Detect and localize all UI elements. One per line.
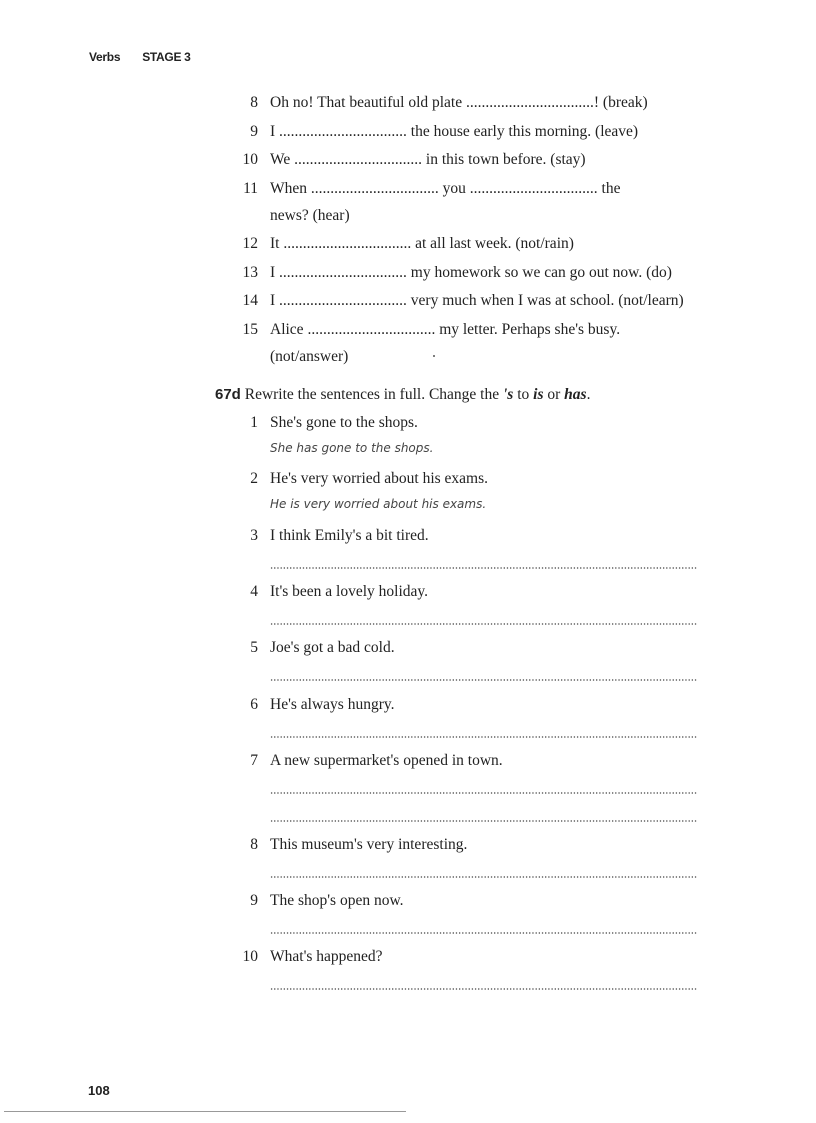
answer-line[interactable] [270,876,697,878]
item-text: I ................................. the house early this morning. (leave) [270,123,639,140]
item-sentence: She's gone to the shops. [270,414,418,431]
item-sentence: It's been a lovely holiday. [270,583,429,600]
item-number: 2 [250,470,258,487]
item-number: 10 [242,948,258,965]
item-number: 9 [250,892,258,909]
item-sentence: He's always hungry. [270,696,395,713]
item-number: 6 [250,696,258,713]
item-text-continued: news? (hear) [270,207,350,224]
item-sentence: What's happened? [270,948,383,965]
item-text: Oh no! That beautiful old plate .................................! (break) [270,94,648,111]
answer-line[interactable] [270,567,697,569]
answer-line[interactable] [270,988,697,990]
exercise-67d-instruction [215,386,590,404]
item-sentence: He's very worried about his exams. [270,470,489,487]
item-sentence: I think Emily's a bit tired. [270,527,429,544]
page-number: 108 [88,1083,110,1098]
item-number: 3 [250,527,258,544]
item-number: 14 [242,292,258,309]
answer-line[interactable] [270,820,697,822]
item-text-continued: (not/answer) [270,348,349,365]
header-section: Verbs [89,50,121,64]
item-number: 5 [250,639,258,656]
item-text: I ................................. my homework so we can go out now. (do) [270,264,672,281]
answer-line[interactable] [270,623,697,625]
item-number: 1 [250,414,258,431]
item-sentence: This museum's very interesting. [270,836,468,853]
item-number: 8 [250,94,258,111]
instruction-to: to [513,386,534,403]
handwritten-answer: He is very worried about his exams. [270,497,487,511]
answer-line[interactable] [270,736,697,738]
running-header [89,50,191,64]
instruction-end: . [586,386,591,403]
item-sentence: A new supermarket's opened in town. [270,752,503,769]
item-text: I ................................. very much when I was at school. (not/learn) [270,292,684,309]
answer-line[interactable] [270,679,697,681]
handwritten-answer: She has gone to the shops. [270,441,434,455]
item-number: 15 [242,321,258,338]
token-s: 's [503,386,514,403]
item-number: 8 [250,836,258,853]
item-text: It ................................. at all last week. (not/rain) [270,235,574,252]
footer-rule [4,1111,406,1112]
instruction-or: or [543,386,565,403]
item-sentence: Joe's got a bad cold. [270,639,395,656]
item-text: When ................................. you ................................. the [270,180,621,197]
token-has: has [564,386,587,403]
item-text: Alice ................................. my letter. Perhaps she's busy. [270,321,621,338]
item-number: 11 [243,180,258,197]
item-number: 13 [242,264,258,281]
answer-line[interactable] [270,932,697,934]
item-text: We ................................. in this town before. (stay) [270,151,586,168]
token-is: is [533,386,544,403]
answer-line[interactable] [270,792,697,794]
header-stage: STAGE 3 [142,50,191,64]
item-number: 12 [242,235,258,252]
item-number: 10 [242,151,258,168]
item-number: 4 [250,583,258,600]
exercise-number: 67d [215,386,241,403]
instruction-text: Rewrite the sentences in full. Change the [244,386,503,403]
scan-speck [433,355,435,357]
item-number: 7 [250,752,258,769]
item-sentence: The shop's open now. [270,892,404,909]
item-number: 9 [250,123,258,140]
